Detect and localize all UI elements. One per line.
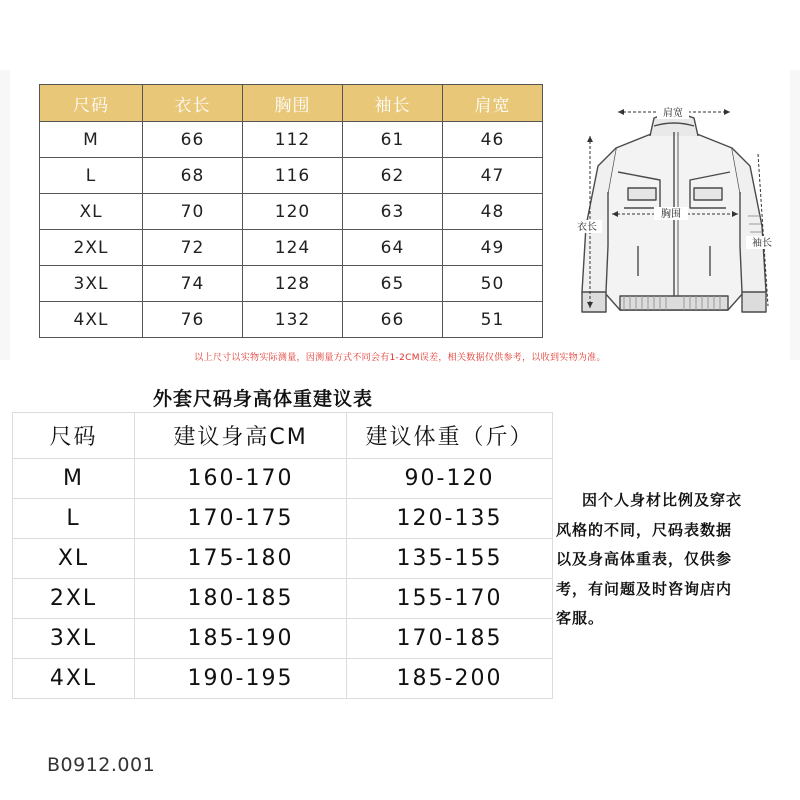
fit-advice-line: 考，有问题及时咨询店内: [556, 579, 733, 598]
length-cell: 76: [143, 302, 243, 338]
size-cell: L: [40, 158, 143, 194]
length-label: 衣长: [577, 222, 597, 233]
jacket-illustration: [568, 96, 780, 342]
sleeve-cell: 63: [343, 194, 443, 230]
size-chart-header-cell: 袖长: [343, 85, 443, 122]
measurement-disclaimer: 以上尺寸以实物实际测量，因测量方式不同会有1-2CM误差，相关数据仅供参考，以收到实物为准。: [194, 353, 606, 363]
weight-cell: 90-120: [347, 459, 553, 499]
fit-advice-line: 以及身高体重表，仅供参: [556, 550, 733, 568]
table-row: [40, 302, 543, 338]
sleeve-cell: 66: [343, 302, 443, 338]
weight-cell: 185-200: [347, 659, 553, 699]
table-row: [13, 499, 553, 539]
chest-cell: 116: [243, 158, 343, 194]
length-cell: 74: [143, 266, 243, 302]
table-row: [40, 266, 543, 302]
height-cell: 175-180: [135, 539, 347, 579]
shoulder-cell: 49: [443, 230, 543, 266]
weight-cell: 155-170: [347, 579, 553, 619]
table-row: [13, 579, 553, 619]
sleeve-label: 袖长: [752, 238, 772, 249]
weight-cell: 170-185: [347, 619, 553, 659]
size-chart-header-cell: 肩宽: [443, 85, 543, 122]
sleeve-cell: 64: [343, 230, 443, 266]
size-cell: XL: [13, 539, 135, 579]
shoulder-cell: 48: [443, 194, 543, 230]
size-cell: M: [40, 122, 143, 158]
length-cell: 66: [143, 122, 243, 158]
recommendation-header-row: [13, 413, 553, 459]
size-cell: M: [13, 459, 135, 499]
height-cell: 170-175: [135, 499, 347, 539]
chest-cell: 132: [243, 302, 343, 338]
length-cell: 70: [143, 194, 243, 230]
height-cell: 180-185: [135, 579, 347, 619]
chest-cell: 128: [243, 266, 343, 302]
chest-label: 胸围: [661, 209, 681, 220]
shoulder-width-label: 肩宽: [663, 108, 683, 119]
size-cell: 4XL: [40, 302, 143, 338]
size-chart-table: [39, 84, 543, 338]
table-row: [40, 194, 543, 230]
recommendation-header-cell: 尺码: [13, 413, 135, 459]
fit-advice-line: 因个人身材比例及穿衣: [582, 491, 743, 509]
table-row: [13, 659, 553, 699]
length-cell: 68: [143, 158, 243, 194]
shoulder-cell: 50: [443, 266, 543, 302]
product-code: B0912.001: [47, 754, 156, 776]
size-chart-header-cell: 衣长: [143, 85, 243, 122]
shoulder-cell: 51: [443, 302, 543, 338]
table-row: [13, 539, 553, 579]
size-chart-header-cell: 胸围: [243, 85, 343, 122]
sleeve-cell: 65: [343, 266, 443, 302]
length-cell: 72: [143, 230, 243, 266]
recommendation-header-cell: 建议体重（斤）: [347, 413, 553, 459]
size-cell: 3XL: [13, 619, 135, 659]
table-row: [40, 122, 543, 158]
chest-cell: 112: [243, 122, 343, 158]
height-cell: 185-190: [135, 619, 347, 659]
shoulder-cell: 47: [443, 158, 543, 194]
shoulder-cell: 46: [443, 122, 543, 158]
height-cell: 160-170: [135, 459, 347, 499]
size-chart-header-cell: 尺码: [40, 85, 143, 122]
fit-advice-line: 风格的不同，尺码表数据: [556, 520, 733, 539]
jacket-measurement-diagram: [568, 96, 780, 342]
size-chart-header-row: [40, 85, 543, 122]
sleeve-cell: 61: [343, 122, 443, 158]
table-row: [40, 158, 543, 194]
table-row: [40, 230, 543, 266]
table-row: [13, 459, 553, 499]
size-cell: 3XL: [40, 266, 143, 302]
fit-advice-line: 客服。: [556, 609, 605, 627]
weight-cell: 120-135: [347, 499, 553, 539]
fit-advice-note: [556, 486, 786, 634]
sleeve-cell: 62: [343, 158, 443, 194]
recommendation-table: [12, 412, 553, 699]
size-cell: 4XL: [13, 659, 135, 699]
size-cell: XL: [40, 194, 143, 230]
recommendation-header-cell: 建议身高CM: [135, 413, 347, 459]
chest-cell: 120: [243, 194, 343, 230]
height-cell: 190-195: [135, 659, 347, 699]
recommendation-title: 外套尺码身高体重建议表: [153, 388, 374, 410]
chest-cell: 124: [243, 230, 343, 266]
size-cell: 2XL: [13, 579, 135, 619]
size-cell: 2XL: [40, 230, 143, 266]
table-row: [13, 619, 553, 659]
weight-cell: 135-155: [347, 539, 553, 579]
size-cell: L: [13, 499, 135, 539]
